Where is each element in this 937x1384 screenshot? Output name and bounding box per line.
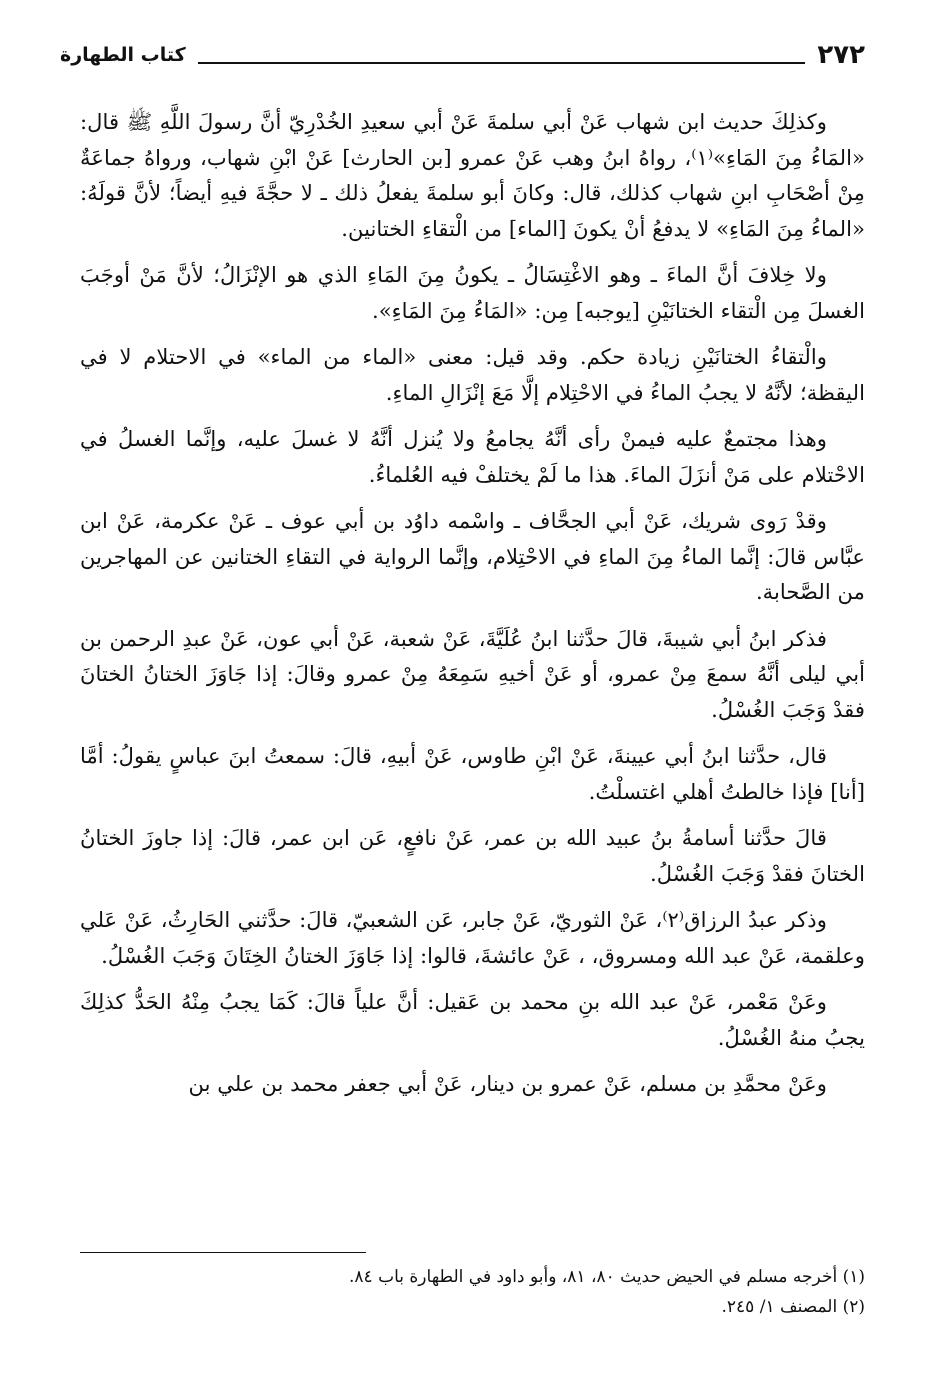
paragraph-9: وذكر عبدُ الرزاق⁽٢⁾، عَنْ الثوريّ، عَنْ جابر، عَن الشعبيّ، قالَ: حدَّثني الحَارِثُ، عَنْ عَلي وعلقمة، عَنْ عبد الله ومسروق، ، عَنْ عائشةَ، قالوا: إذا جَاوَزَ الختانُ الخِتَانَ وَجَبَ الغُسْلُ. xyxy=(80,907,865,968)
header-rule xyxy=(198,62,806,64)
book-title: كتاب الطهارة xyxy=(60,44,186,66)
footnote-rule xyxy=(80,1252,366,1253)
page-header xyxy=(60,30,865,70)
paragraph-1: وكذلِكَ حديث ابن شهاب عَنْ أبي سلمةَ عَنْ أبي سعيدِ الخُدْرِيّ أنَّ رسولَ اللَّهِ ﷺ قال: «المَاءُ مِنَ المَاءِ»⁽١⁾، رواهُ ابنُ وهب عَنْ عمرو [بن الحارث] عَنْ ابْنِ شهاب، ورواهُ جماعَةٌ مِنْ أصْحَابِ ابنِ شهاب كذلك، قال: وكانَ أبو سلمةَ يفعلُ ذلك ـ لا حجَّةَ فيهِ أيضاً؛ لأنَّ قولَهُ: «الماءُ مِنَ المَاءِ» لا يدفعُ أنْ يكونَ [الماء] من الْتقاءِ الختانين. xyxy=(80,109,865,241)
paragraph-6: فذكر ابنُ أبي شيبةَ، قالَ حدَّثنا ابنُ عُلَيَّةَ، عَنْ شعبة، عَنْ أبي عون، عَنْ عبدِ الرحمن بن أبي ليلى أنَّهُ سمعَ مِنْ عمرو، أو عَنْ أخيهِ سَمِعَهُ مِنْ عمرو وقالَ: إذا جَاوَزَ الختانُ الختانَ فقدْ وَجَبَ الغُسْلُ. xyxy=(80,625,865,722)
paragraph-4: وهذا مجتمعٌ عليه فيمنْ رأى أنَّهُ يجامعُ ولا يُنزل أنَّهُ لا غسلَ عليه، وإنَّما الغسلُ في الاحْتلام على مَنْ أنزَلَ الماءَ. هذا ما لَمْ يختلفْ فيه العُلماءُ. xyxy=(80,426,865,487)
paragraph-5: وقدْ رَوى شريك، عَنْ أبي الجحَّاف ـ واسْمه داوُد بن أبي عوف ـ عَنْ عكرمة، عَنْ ابن عبَّاس قالَ: إنَّما الماءُ مِنَ الماءِ في الاحْتِلام، وإنَّما الرواية في التقاءِ الختانين عن المهاجرين من الصَّحابة. xyxy=(80,508,865,604)
page-number: ٢٧٢ xyxy=(817,40,865,70)
footnote-1: (١) أخرجه مسلم في الحيض حديث ٨٠، ٨١، وأبو داود في الطهارة باب ٨٤. xyxy=(349,1267,865,1287)
footnotes xyxy=(80,1262,865,1322)
paragraph-7: قال، حدَّثنا ابنُ أبي عيينةَ، عَنْ ابْنِ طاوس، عَنْ أبيهِ، قالَ: سمعتُ ابنَ عباسٍ يقولُ: أمَّا [أنا] فإذا خالطتُ أهلي اغتسلْتُ. xyxy=(80,743,865,804)
paragraph-2: ولا خِلافَ أنَّ الماءَ ـ وهو الاغْتِسَالُ ـ يكونُ مِنَ المَاءِ الذي هو الإنْزَالُ؛ لأنَّ مَنْ أوجَبَ الغسلَ مِن الْتقاء الختانَيْنِ [يوجبه] مِن: «المَاءُ مِنَ المَاءِ». xyxy=(80,262,865,323)
paragraph-10: وعَنْ مَعْمر، عَنْ عبد الله بنِ محمد بن عَقيل: أنَّ علياً قالَ: كَمَا يجبُ مِنْهُ الحَدُّ كذلِكَ يجبُ منهُ الغُسْلُ. xyxy=(80,989,865,1050)
paragraph-8: قالَ حدَّثنا أسامةُ بنُ عبيد الله بن عمر، عَنْ نافعٍ، عَن ابن عمر، قالَ: إذا جاوزَ الختانُ الختانَ فقدْ وَجَبَ الغُسْلُ. xyxy=(80,825,865,886)
paragraph-11: وعَنْ محمَّدِ بن مسلم، عَنْ عمرو بن دينار، عَنْ أبي جعفر محمد بن علي بن xyxy=(188,1071,827,1096)
paragraph-3: والْتقاءُ الختانَيْنِ زيادة حكم. وقد قيل: معنى «الماء من الماء» في الاحتلام لا في اليقظة؛ لأنَّهُ لا يجبُ الماءُ في الاحْتِلام إلَّا مَعَ إنْزَالِ الماءِ. xyxy=(80,344,865,405)
footnote-2: (٢) المصنف ١/ ٢٤٥. xyxy=(721,1297,865,1317)
body-text xyxy=(80,104,865,1113)
